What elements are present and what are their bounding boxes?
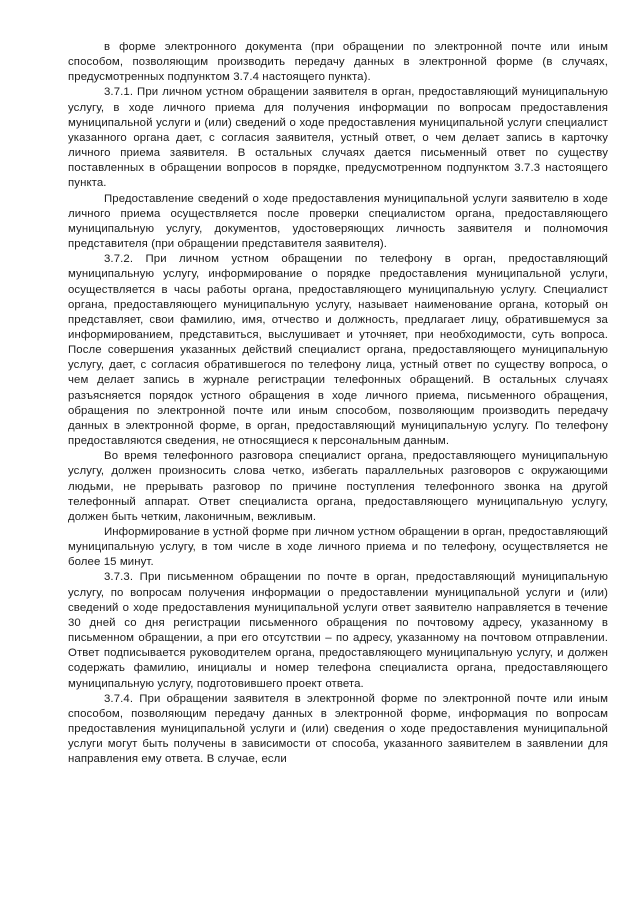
paragraph-3-7-2: 3.7.2. При личном устном обращении по телефону в орган, предоставляющий муниципальную услугу, информирование о порядке предоставления муниципальной услуги, осуществляется в часы работы органа, предоставляющего муниципальную услугу. Специалист органа, предоставляющего муниципальную услугу, называет наименование органа, который он представляет, свои фамилию, имя, отчество и должность, предлагает лицу, обратившемуся за информированием, представиться, выслушивает и уточняет, при необходимости, суть вопроса. После совершения указанных действий специалист органа, предоставляющего муниципальную услугу, дает, с согласия обратившегося по телефону лица, устный ответ по существу вопроса, о чем делает запись в журнале регистрации телефонных обращений. В остальных случаях разъясняется порядок устного обращения в ходе личного приема, письменного обращения, обращения по электронной почте или иным способом, позволяющим производить передачу данных в электронной форме, в орган, предоставляющий муниципальную услугу. По телефону предоставляются сведения, не относящиеся к персональным данным. [68,253,608,448]
document-page [68,40,608,768]
paragraph-intro-continuation: в форме электронного документа (при обращении по электронной почте или иным способом, позволяющим производить передачу данных в электронной форме (в случаях, предусмотренных подпунктом 3.7.4 настоящего пункта). [68,41,608,84]
paragraph-oral-informing-duration: Информирование в устной форме при личном устном обращении в орган, предоставляющий муниципальную услугу, в том числе в ходе личного приема и по телефону, осуществляется не более 15 минут. [68,526,608,569]
paragraph-3-7-3: 3.7.3. При письменном обращении по почте в орган, предоставляющий муниципальную услугу, по вопросам получения информации о предоставлении муниципальной услуги и (или) сведений о ходе предоставления муниципальной услуги ответ заявителю направляется в течение 30 дней со дня регистрации письменного обращения по почтовому адресу, указанному в письменном обращении, а при его отсутствии – по адресу, указанному на почтовом отправлении. Ответ подписывается руководителем органа, предоставляющего муниципальную услугу, и должен содержать фамилию, инициалы и номер телефона специалиста органа, предоставляющего муниципальную услугу, подготовившего проект ответа. [68,571,608,690]
paragraph-personal-reception: Предоставление сведений о ходе предоставления муниципальной услуги заявителю в ходе личного приема осуществляется после проверки специалистом органа, предоставляющего муниципальную услугу, документов, удостоверяющих личность заявителя и полномочия представителя (при обращении представителя заявителя). [68,192,608,251]
paragraph-phone-conversation: Во время телефонного разговора специалист органа, предоставляющего муниципальную услугу, должен произносить слова четко, избегать параллельных разговоров с окружающими людьми, не прерывать разговор по причине поступления телефонного звонка на другой телефонный аппарат. Ответ специалиста органа, предоставляющего муниципальную услугу, должен быть четким, лаконичным, вежливым. [68,450,608,523]
paragraph-3-7-1: 3.7.1. При личном устном обращении заявителя в орган, предоставляющий муниципальную услугу, в ходе личного приема для получения информации по вопросам предоставления муниципальной услуги и (или) сведений о ходе предоставления муниципальной услуги специалист указанного органа дает, с согласия заявителя, устный ответ, о чем делает запись в карточку личного приема заявителя. В остальных случаях дается письменный ответ по существу поставленных в обращении вопросов в порядке, предусмотренном подпунктом 3.7.3 настоящего пункта. [68,86,608,190]
paragraph-3-7-4: 3.7.4. При обращении заявителя в электронной форме по электронной почте или иным способом, позволяющим передачу данных в электронной форме, информация по вопросам предоставления муниципальной услуги и (или) сведения о ходе предоставления муниципальной услуги могут быть получены в зависимости от способа, указанного заявителем в заявлении для направления ему ответа. В случае, если [68,692,608,766]
